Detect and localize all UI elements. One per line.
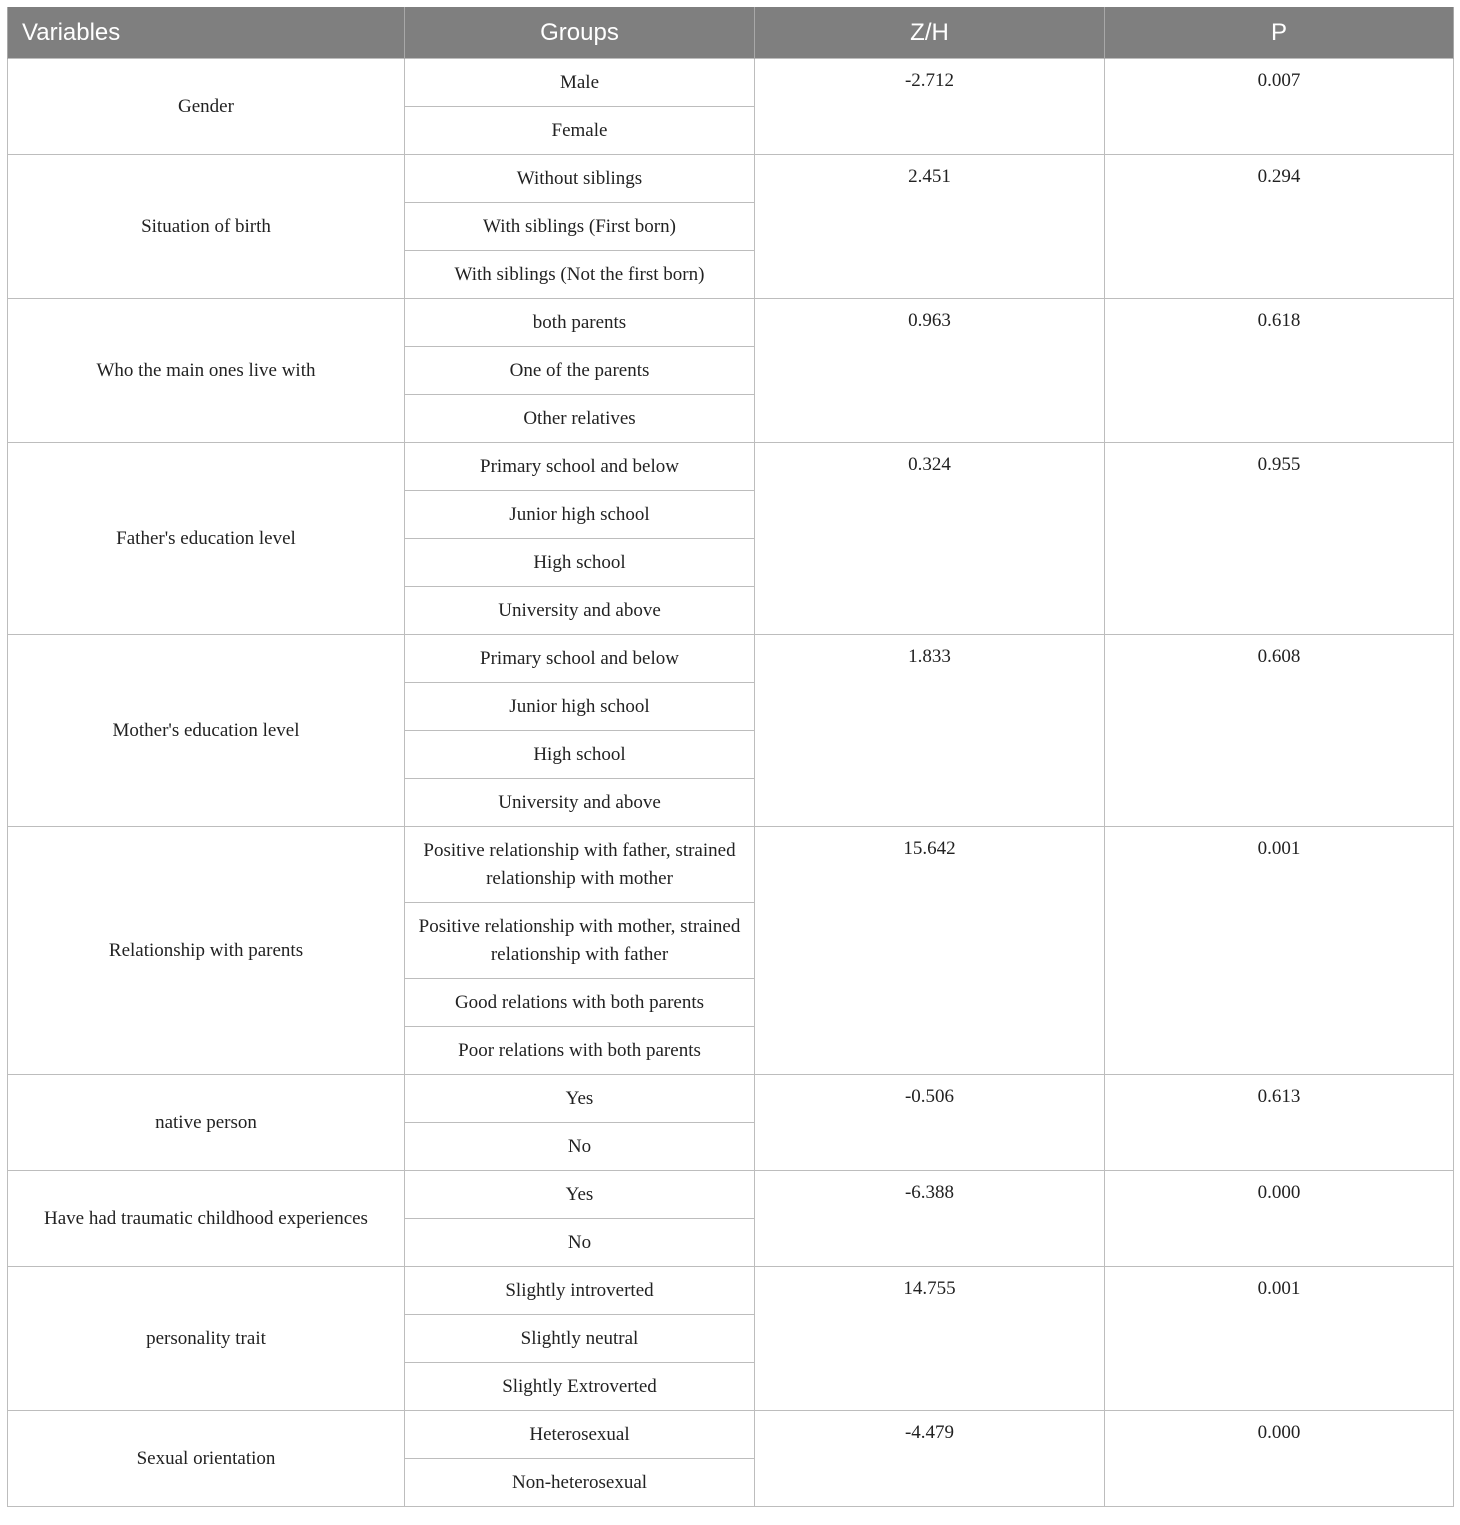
variable-cell: Who the main ones live with [8, 299, 405, 443]
variable-cell: Sexual orientation [8, 1411, 405, 1507]
group-cell: Male [405, 59, 755, 107]
group-cell: No [405, 1123, 755, 1171]
variable-cell: Have had traumatic childhood experiences [8, 1171, 405, 1267]
group-cell: Primary school and below [405, 443, 755, 491]
p-value-cell: 0.000 [1105, 1171, 1454, 1267]
variable-cell: personality trait [8, 1267, 405, 1411]
group-cell: Slightly neutral [405, 1315, 755, 1363]
table-row [8, 1171, 1454, 1219]
group-cell: Positive relationship with mother, strained relationship with father [405, 903, 755, 979]
variable-cell: Mother's education level [8, 635, 405, 827]
group-cell: Non-heterosexual [405, 1459, 755, 1507]
variable-cell: Situation of birth [8, 155, 405, 299]
table-header [8, 7, 1454, 59]
header-variables: Variables [8, 7, 405, 59]
table-row [8, 155, 1454, 203]
p-value-cell: 0.294 [1105, 155, 1454, 299]
zh-value-cell: 14.755 [755, 1267, 1105, 1411]
zh-value-cell: 2.451 [755, 155, 1105, 299]
p-value-cell: 0.007 [1105, 59, 1454, 155]
group-cell: No [405, 1219, 755, 1267]
group-cell: Slightly Extroverted [405, 1363, 755, 1411]
variable-cell: native person [8, 1075, 405, 1171]
table-body [8, 59, 1454, 1507]
zh-value-cell: -2.712 [755, 59, 1105, 155]
variable-cell: Relationship with parents [8, 827, 405, 1075]
group-cell: Yes [405, 1075, 755, 1123]
group-cell: Poor relations with both parents [405, 1027, 755, 1075]
table-row [8, 635, 1454, 683]
p-value-cell: 0.955 [1105, 443, 1454, 635]
table-row [8, 827, 1454, 903]
group-cell: both parents [405, 299, 755, 347]
table-row [8, 299, 1454, 347]
group-cell: University and above [405, 587, 755, 635]
group-cell: With siblings (Not the first born) [405, 251, 755, 299]
group-cell: Positive relationship with father, strained relationship with mother [405, 827, 755, 903]
zh-value-cell: 1.833 [755, 635, 1105, 827]
group-cell: Primary school and below [405, 635, 755, 683]
zh-value-cell: 0.963 [755, 299, 1105, 443]
group-cell: University and above [405, 779, 755, 827]
header-p: P [1105, 7, 1454, 59]
group-cell: High school [405, 539, 755, 587]
group-cell: High school [405, 731, 755, 779]
table-row [8, 1075, 1454, 1123]
p-value-cell: 0.613 [1105, 1075, 1454, 1171]
table-row [8, 1267, 1454, 1315]
table-row [8, 443, 1454, 491]
p-value-cell: 0.001 [1105, 827, 1454, 1075]
p-value-cell: 0.001 [1105, 1267, 1454, 1411]
group-cell: Junior high school [405, 491, 755, 539]
zh-value-cell: -6.388 [755, 1171, 1105, 1267]
group-cell: Yes [405, 1171, 755, 1219]
group-cell: Without siblings [405, 155, 755, 203]
header-zh: Z/H [755, 7, 1105, 59]
group-cell: Junior high school [405, 683, 755, 731]
zh-value-cell: -0.506 [755, 1075, 1105, 1171]
group-cell: With siblings (First born) [405, 203, 755, 251]
variable-cell: Gender [8, 59, 405, 155]
group-cell: Slightly introverted [405, 1267, 755, 1315]
group-cell: Heterosexual [405, 1411, 755, 1459]
zh-value-cell: 15.642 [755, 827, 1105, 1075]
table-row [8, 59, 1454, 107]
p-value-cell: 0.608 [1105, 635, 1454, 827]
table-row [8, 1411, 1454, 1459]
header-row [8, 7, 1454, 59]
zh-value-cell: -4.479 [755, 1411, 1105, 1507]
group-cell: Other relatives [405, 395, 755, 443]
variable-cell: Father's education level [8, 443, 405, 635]
p-value-cell: 0.618 [1105, 299, 1454, 443]
header-groups: Groups [405, 7, 755, 59]
group-cell: Female [405, 107, 755, 155]
p-value-cell: 0.000 [1105, 1411, 1454, 1507]
group-cell: One of the parents [405, 347, 755, 395]
group-cell: Good relations with both parents [405, 979, 755, 1027]
results-table [7, 7, 1454, 1507]
zh-value-cell: 0.324 [755, 443, 1105, 635]
